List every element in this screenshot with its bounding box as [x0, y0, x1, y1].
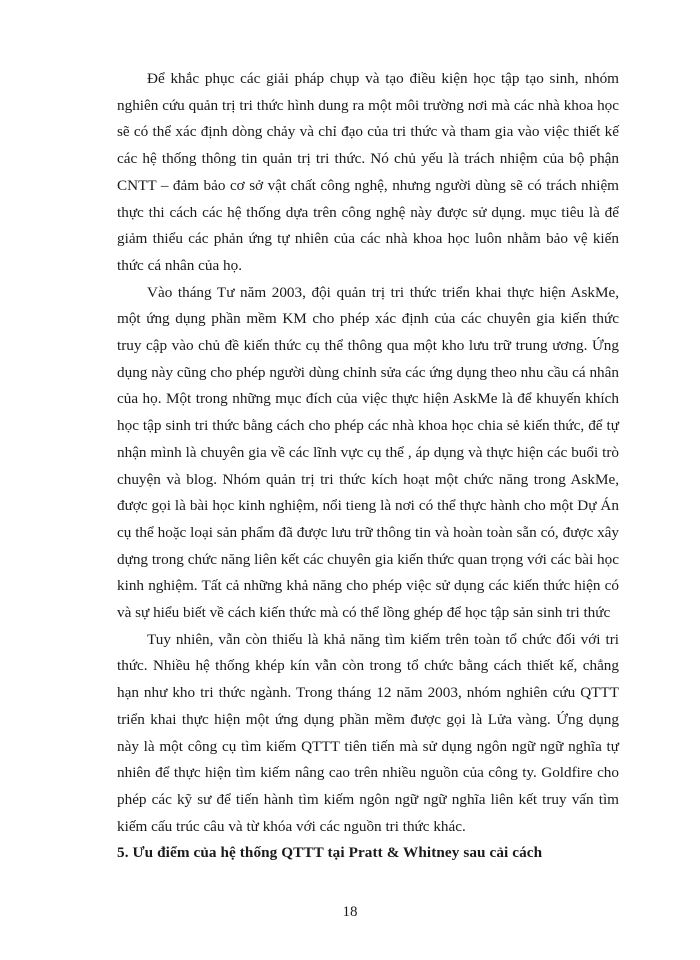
document-page: [117, 66, 619, 866]
paragraph-1: Để khắc phục các giải pháp chụp và tạo điều kiện học tập tạo sinh, nhóm nghiên cứu quản trị tri thức hình dung ra một môi trường nơi mà các nhà khoa học sẽ có thể xác định dòng chảy và chỉ đạo của tri thức và tham gia vào việc thiết kế các hệ thống thông tin quản trị tri thức. Nó chủ yếu là trách nhiệm của bộ phận CNTT – đảm bảo cơ sở vật chất công nghệ, nhưng người dùng sẽ có trách nhiệm thực thi cách các hệ thống dựa trên công nghệ này được sử dụng. mục tiêu là để giảm thiểu các phản ứng tự nhiên của các nhà khoa học luôn nhằm bảo vệ kiến thức cá nhân của họ.: [117, 70, 619, 274]
paragraph-3: Tuy nhiên, vẫn còn thiếu là khả năng tìm kiếm trên toàn tổ chức đối với tri thức. Nhiều hệ thống khép kín vẫn còn trong tổ chức bằng cách thiết kế, chẳng hạn như kho tri thức ngành. Trong tháng 12 năm 2003, nhóm nghiên cứu QTTT triển khai thực hiện một ứng dụng phần mềm được gọi là Lửa vàng. Ứng dụng này là một công cụ tìm kiếm QTTT tiên tiến mà sử dụng ngôn ngữ ngữ nghĩa tự nhiên để thực hiện tìm kiếm nâng cao trên nhiều nguồn của công ty. Goldfire cho phép các kỹ sư để tiến hành tìm kiếm ngôn ngữ ngữ nghĩa liên kết truy vấn tìm kiếm cấu trúc câu và từ khóa với các nguồn tri thức khác.: [117, 630, 619, 835]
section-heading: 5. Ưu điểm của hệ thống QTTT tại Pratt & Whitney sau cải cách: [117, 844, 543, 862]
paragraph-2: Vào tháng Tư năm 2003, đội quản trị tri thức triển khai thực hiện AskMe, một ứng dụng phần mềm KM cho phép xác định của các chuyên gia kiến thức truy cập vào chủ đề kiến thức cụ thể thông qua một kho lưu trữ trung ương. Ứng dụng này cũng cho phép người dùng chỉnh sửa các ứng dụng theo nhu cầu cá nhân của họ. Một trong những mục đích của việc thực hiện AskMe là để khuyến khích học tập sinh tri thức bằng cách cho phép các nhà khoa học chia sẻ kiến thức, để tự nhận mình là chuyên gia về các lĩnh vực cụ thể , áp dụng và thực hiện các buổi trò chuyện và blog. Nhóm quản trị tri thức kích hoạt một chức năng trong AskMe, được gọi là bài học kinh nghiệm, nổi tieng là nơi có thể thực hành cho một Dự Án cụ thể hoặc loại sản phẩm đã được lưu trữ thông tin và hoàn toàn sẵn có, được xây dựng trong chức năng liên kết các chuyên gia kiến thức quan trọng với các bài học kinh nghiệm. Tất cả những khả năng cho phép việc sử dụng các kiến thức hiện có và sự hiểu biết về cách kiến thức mà có thể lồng ghép để học tập sản sinh tri thức: [117, 283, 619, 622]
page-number: 18: [342, 904, 358, 920]
